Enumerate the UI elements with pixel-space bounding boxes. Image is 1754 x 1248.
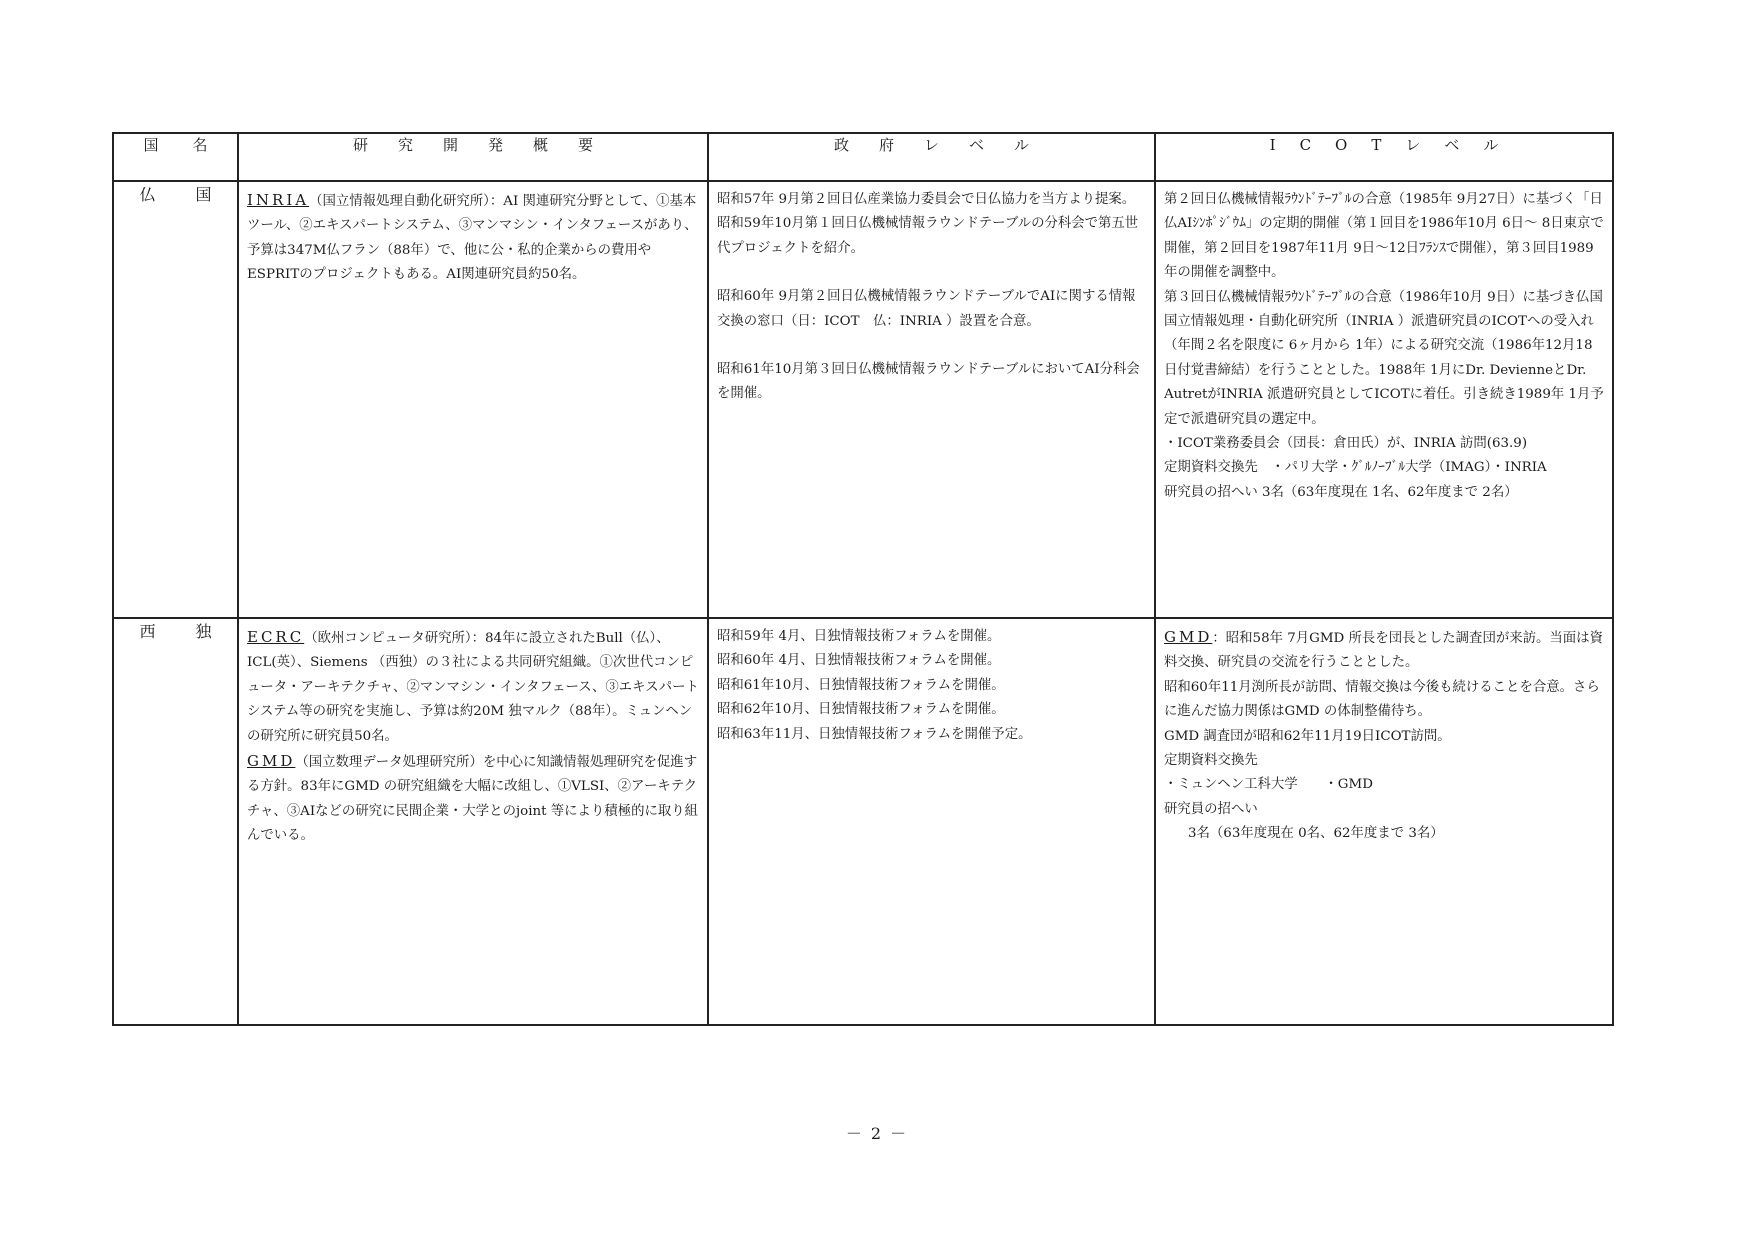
research-paragraph-inria: INRIA（国立情報処理自動化研究所）：AI 関連研究分野として、①基本ツール、②エキスパートシステム、③マンマシン・インタフェースがあり、予算は347M仏フラン（88年）で、他に公・私的企業からの費用やESPRITのプロジェクトもある。AI関連研究員約50名。 <box>247 191 698 283</box>
research-paragraph-ecrc: ECRC（欧州コンピュータ研究所）：84年に設立されたBull（仏）、ICL(英）、Siemens （西独）の３社による共同研究組織。①次世代コンピュータ・アーキテクチャ、②マンマシン・インタフェース、③エキスパートシステム等の研究を実施し、予算は約20M 独マルク（88年）。ミュンヘンの研究所に研究員50名。 <box>247 628 699 744</box>
icot-cell-france <box>1155 181 1613 618</box>
icot-item: 3名（63年度現在 0名、62年度まで 3名） <box>1188 826 1444 842</box>
icot-item: ・ミュンヘン工科大学 ・GMD <box>1164 777 1373 793</box>
research-paragraph-gmd: GMD（国立数理データ処理研究所）を中心に知識情報処理研究を促進する方針。83年にGMD の研究組織を大幅に改組し、①VLSI、②アーキテクチャ、③AIなどの研究に民間企業・大学とのjoint 等により積極的に取り組んでいる。 <box>247 752 699 844</box>
research-cell-france <box>238 181 708 618</box>
header-icot: ICOTレベル <box>1155 133 1613 181</box>
country-cell-france: 仏国 <box>113 181 238 618</box>
government-item: 昭和59年 4月、日独情報技術フォラムを開催。 <box>717 629 1001 644</box>
government-cell-france <box>708 181 1155 618</box>
org-name-inria: INRIA <box>247 191 310 209</box>
icot-item: GMD：昭和58年 7月GMD 所長を団長とした調査団が来訪。当面は資料交換、研究員の交流を行うこととした。 <box>1164 628 1603 671</box>
icot-cell-west-germany <box>1155 618 1613 1025</box>
icot-item: 研究員の招へい <box>1164 801 1258 817</box>
page-number: － 2 － <box>845 1124 909 1143</box>
org-name-ecrc: ECRC <box>247 628 305 646</box>
icot-item: 第３回日仏機械情報ﾗｳﾝﾄﾞﾃｰﾌﾞﾙの合意（1986年10月 9日）に基づき仏国国立情報処理・自動化研究所（INRIA ）派遣研究員のICOTへの受入れ（年間２名を限度に 6ヶ月から 1年）による研究交流（1986年12月18日付覚書締結）を行うこととした。1988年 1月にDr. DevienneとDr. AutretがINRIA 派遣研究員としてICOTに着任。引き続き1989年 1月予定で派遣研究員の選定中。 <box>1164 289 1604 427</box>
icot-item: 昭和60年11月渕所長が訪問、情報交換は今後も続けることを合意。さらに進んだ協力関係はGMD の体制整備待ち。 <box>1164 679 1600 720</box>
government-item: 昭和62年10月、日独情報技術フォラムを開催。 <box>717 702 1005 718</box>
icot-item: ・ICOT業務委員会（団長：倉田氏）が、INRIA 訪問(63.9) <box>1164 436 1528 452</box>
government-item: 昭和61年10月第３回日仏機械情報ラウンドテーブルにおいてAI分科会を開催。 <box>717 362 1140 402</box>
table-row-west-germany <box>113 618 1613 1025</box>
cooperation-table <box>112 132 1614 1026</box>
country-cell-west-germany: 西独 <box>113 618 238 1025</box>
research-cell-west-germany <box>238 618 708 1025</box>
icot-item: 定期資料交換先 ・パリ大学・ｸﾞﾙﾉｰﾌﾞﾙ大学（IMAG）・INRIA <box>1164 460 1547 476</box>
government-item: 昭和60年 4月、日独情報技術フォラムを開催。 <box>717 653 1001 669</box>
document-sheet <box>112 132 1612 1022</box>
header-government: 政府レベル <box>708 133 1155 181</box>
header-research: 研究開発概要 <box>238 133 708 181</box>
table-row-france <box>113 181 1613 618</box>
icot-item: 第２回日仏機械情報ﾗｳﾝﾄﾞﾃｰﾌﾞﾙの合意（1985年 9月27日）に基づく「日仏AIｼﾝﾎﾟｼﾞｳﾑ」の定期的開催（第１回目を1986年10月 6日～ 8日東京で開催，第２回目を1987年11月 9日～12日ﾌﾗﾝｽで開催），第３回目1989年の開催を調整中。 <box>1164 192 1604 281</box>
org-name-gmd: GMD <box>247 752 296 771</box>
government-cell-west-germany <box>708 618 1155 1025</box>
header-country: 国名 <box>113 133 238 181</box>
icot-item: 研究員の招へい 3名（63年度現在 1名、62年度まで 2名） <box>1164 484 1518 500</box>
government-item: 昭和57年 9月第２回日仏産業協力委員会で日仏協力を当方より提案。 <box>717 192 1136 207</box>
icot-item: GMD 調査団が昭和62年11月19日ICOT訪問。 <box>1164 728 1451 744</box>
icot-item: 定期資料交換先 <box>1164 753 1258 769</box>
org-name-gmd-icot: GMD <box>1164 628 1213 646</box>
header-row <box>113 133 1613 181</box>
government-item: 昭和63年11月、日独情報技術フォラムを開催予定。 <box>717 726 1032 742</box>
government-item: 昭和59年10月第１回日仏機械情報ラウンドテーブルの分科会で第五世代プロジェクトを紹介。 <box>717 216 1139 256</box>
government-item: 昭和60年 9月第２回日仏機械情報ラウンドテーブルでAIに関する情報交換の窓口（日：ICOT 仏：INRIA ）設置を合意。 <box>717 289 1136 329</box>
government-item: 昭和61年10月、日独情報技術フォラムを開催。 <box>717 677 1005 693</box>
